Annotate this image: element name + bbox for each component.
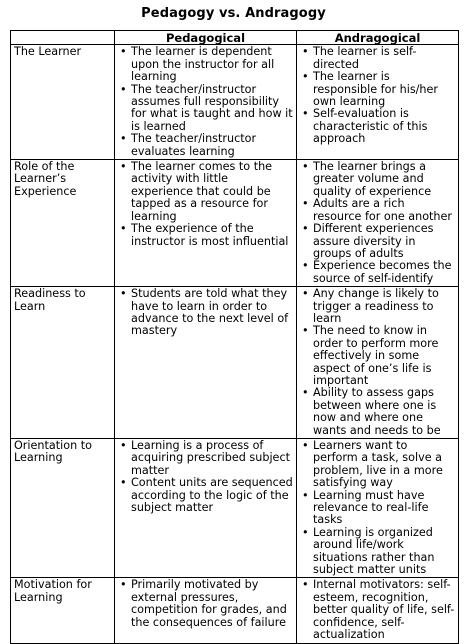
pedagogical-cell — [115, 160, 297, 287]
andragogical-cell — [297, 160, 459, 287]
table-row — [11, 287, 459, 439]
row-label: Orientation to Learning — [11, 439, 115, 578]
row-label: The Learner — [11, 45, 115, 160]
list-item: • Different experiences assure diversity in groups of adults — [300, 223, 455, 260]
header-andragogical: Andragogical — [297, 31, 459, 45]
row-label: Readiness to Learn — [11, 287, 115, 439]
list-item: • The need to know in order to perform more effectively in some aspect of one’s life is important — [300, 325, 455, 387]
andragogical-cell — [297, 287, 459, 439]
list-item: • The teacher/instructor evaluates learning — [118, 133, 293, 158]
list-item: • Adults are a rich resource for one another — [300, 198, 455, 223]
andragogical-cell — [297, 578, 459, 643]
list-item: • The learner comes to the activity with little experience that could be tapped as a resource for learning — [118, 161, 293, 223]
pedagogical-cell — [115, 45, 297, 160]
list-item: • Any change is likely to trigger a readiness to learn — [300, 288, 455, 325]
header-empty — [11, 31, 115, 45]
andragogical-cell — [297, 45, 459, 160]
list-item: • Content units are sequenced according to the logic of the subject matter — [118, 477, 293, 514]
pedagogical-cell — [115, 578, 297, 643]
list-item: • Ability to assess gaps between where one is now and where one wants and needs to be — [300, 387, 455, 437]
list-item: • The learner is responsible for his/her own learning — [300, 71, 455, 108]
list-item: • Learners want to perform a task, solve a problem, live in a more satisfying way — [300, 440, 455, 490]
table-row — [11, 45, 459, 160]
pedagogical-cell — [115, 439, 297, 578]
table-row — [11, 578, 459, 643]
header-pedagogical: Pedagogical — [115, 31, 297, 45]
comparison-table — [10, 30, 459, 644]
table-row — [11, 439, 459, 578]
list-item: • Experience becomes the source of self-identify — [300, 260, 455, 285]
list-item: • The experience of the instructor is most influential — [118, 223, 293, 248]
list-item: • Internal motivators: self-esteem, recognition, better quality of life, self-confidence, self-actualization — [300, 579, 455, 641]
pedagogical-cell — [115, 287, 297, 439]
list-item: • Learning is organized around life/work situations rather than subject matter units — [300, 527, 455, 577]
list-item: • Students are told what they have to learn in order to advance to the next level of mastery — [118, 288, 293, 338]
row-label: Motivation for Learning — [11, 578, 115, 643]
list-item: • Self-evaluation is characteristic of this approach — [300, 108, 455, 145]
list-item: • The learner is self-directed — [300, 46, 455, 71]
andragogical-cell — [297, 439, 459, 578]
row-label: Role of the Learner’s Experience — [11, 160, 115, 287]
list-item: • Learning is a process of acquiring prescribed subject matter — [118, 440, 293, 477]
list-item: • Learning must have relevance to real-life tasks — [300, 490, 455, 527]
list-item: • The teacher/instructor assumes full responsibility for what is taught and how it is learned — [118, 84, 293, 134]
list-item: • The learner is dependent upon the instructor for all learning — [118, 46, 293, 83]
table-header-row — [11, 31, 459, 45]
list-item: • The learner brings a greater volume and quality of experience — [300, 161, 455, 198]
list-item: • Primarily motivated by external pressures, competition for grades, and the consequences of failure — [118, 579, 293, 629]
page-title: Pedagogy vs. Andragogy — [141, 6, 326, 21]
table-row — [11, 160, 459, 287]
